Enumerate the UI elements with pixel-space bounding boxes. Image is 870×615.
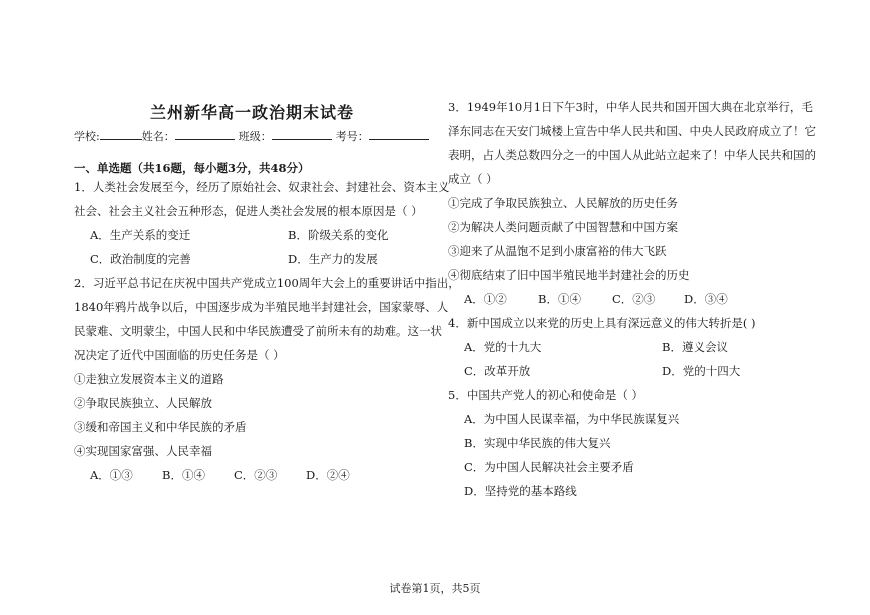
q1-option-a: A．生产关系的变迁 — [90, 228, 191, 242]
q1-stem-line2: 社会、社会主义社会五种形态，促进人类社会发展的根本原因是（ ） — [74, 204, 423, 218]
student-info-row — [74, 128, 429, 144]
q4-option-b: B．遵义会议 — [662, 340, 728, 354]
q4-option-a: A．党的十九大 — [464, 340, 542, 354]
page-footer: 试卷第1页，共5页 — [389, 582, 481, 595]
q1-option-b: B．阶级关系的变化 — [288, 228, 389, 242]
q3-stem-line1: 3．1949年10月1日下午3时，中华人民共和国开国大典在北京举行，毛 — [448, 100, 813, 114]
q5-option-c: C．为中国人民解决社会主要矛盾 — [464, 460, 634, 474]
q5-stem: 5．中国共产党人的初心和使命是（ ） — [448, 388, 643, 402]
q4-stem: 4．新中国成立以来党的历史上具有深远意义的伟大转折是( ) — [448, 316, 756, 330]
q2-statement-4: ④实现国家富强、人民幸福 — [74, 444, 212, 458]
exam-no-label: 考号： — [335, 130, 369, 143]
q2-option-d: D．②④ — [306, 468, 350, 482]
class-blank[interactable] — [272, 128, 332, 140]
q3-stem-line4: 成立（ ） — [448, 172, 498, 186]
q2-stem-line4: 况决定了近代中国面临的历史任务是（ ） — [74, 348, 285, 362]
q3-statement-1: ①完成了争取民族独立、人民解放的历史任务 — [448, 196, 678, 210]
name-label: 姓名： — [141, 130, 175, 143]
q2-stem-line2: 1840年鸦片战争以后，中国逐步成为半殖民地半封建社会，国家蒙辱、人 — [74, 300, 449, 314]
school-blank[interactable] — [100, 128, 142, 140]
q2-statement-1: ①走独立发展资本主义的道路 — [74, 372, 224, 386]
name-blank[interactable] — [175, 128, 235, 140]
q4-option-d: D．党的十四大 — [662, 364, 741, 378]
q3-option-d: D．③④ — [684, 292, 728, 306]
page-title: 兰州新华高一政治期末试卷 — [150, 103, 355, 122]
q3-statement-2: ②为解决人类问题贡献了中国智慧和中国方案 — [448, 220, 678, 234]
q3-option-c: C．②③ — [612, 292, 656, 306]
school-label: 学校: — [74, 130, 100, 143]
q2-statement-3: ③缓和帝国主义和中华民族的矛盾 — [74, 420, 247, 434]
q2-option-b: B．①④ — [162, 468, 205, 482]
q5-option-d: D．坚持党的基本路线 — [464, 484, 577, 498]
q3-stem-line3: 表明，占人类总数四分之一的中国人从此站立起来了！中华人民共和国的 — [448, 148, 816, 162]
q2-option-c: C．②③ — [234, 468, 278, 482]
q1-option-d: D．生产力的发展 — [288, 252, 378, 266]
q2-stem-line1: 2．习近平总书记在庆祝中国共产党成立100周年大会上的重要讲话中指出， — [74, 276, 460, 290]
q2-statement-2: ②争取民族独立、人民解放 — [74, 396, 212, 410]
q3-statement-4: ④彻底结束了旧中国半殖民地半封建社会的历史 — [448, 268, 690, 282]
q1-stem-line1: 1．人类社会发展至今，经历了原始社会、奴隶社会、封建社会、资本主义 — [74, 180, 450, 194]
q2-stem-line3: 民蒙难、文明蒙尘，中国人民和中华民族遭受了前所未有的劫难。这一状 — [74, 324, 442, 338]
q5-option-b: B．实现中华民族的伟大复兴 — [464, 436, 611, 450]
q4-option-c: C．改革开放 — [464, 364, 531, 378]
q5-option-a: A．为中国人民谋幸福，为中华民族谋复兴 — [464, 412, 680, 426]
q1-option-c: C．政治制度的完善 — [90, 252, 191, 266]
q3-statement-3: ③迎来了从温饱不足到小康富裕的伟大飞跃 — [448, 244, 667, 258]
q3-stem-line2: 泽东同志在天安门城楼上宣告中华人民共和国、中央人民政府成立了！它 — [448, 124, 816, 138]
section-heading: 一、单选题（共16题，每小题3分，共48分） — [74, 161, 310, 175]
q2-option-a: A．①③ — [90, 468, 133, 482]
exam-no-blank[interactable] — [369, 128, 429, 140]
q3-option-b: B．①④ — [538, 292, 581, 306]
q3-option-a: A．①② — [464, 292, 507, 306]
class-label: 班级： — [238, 130, 272, 143]
